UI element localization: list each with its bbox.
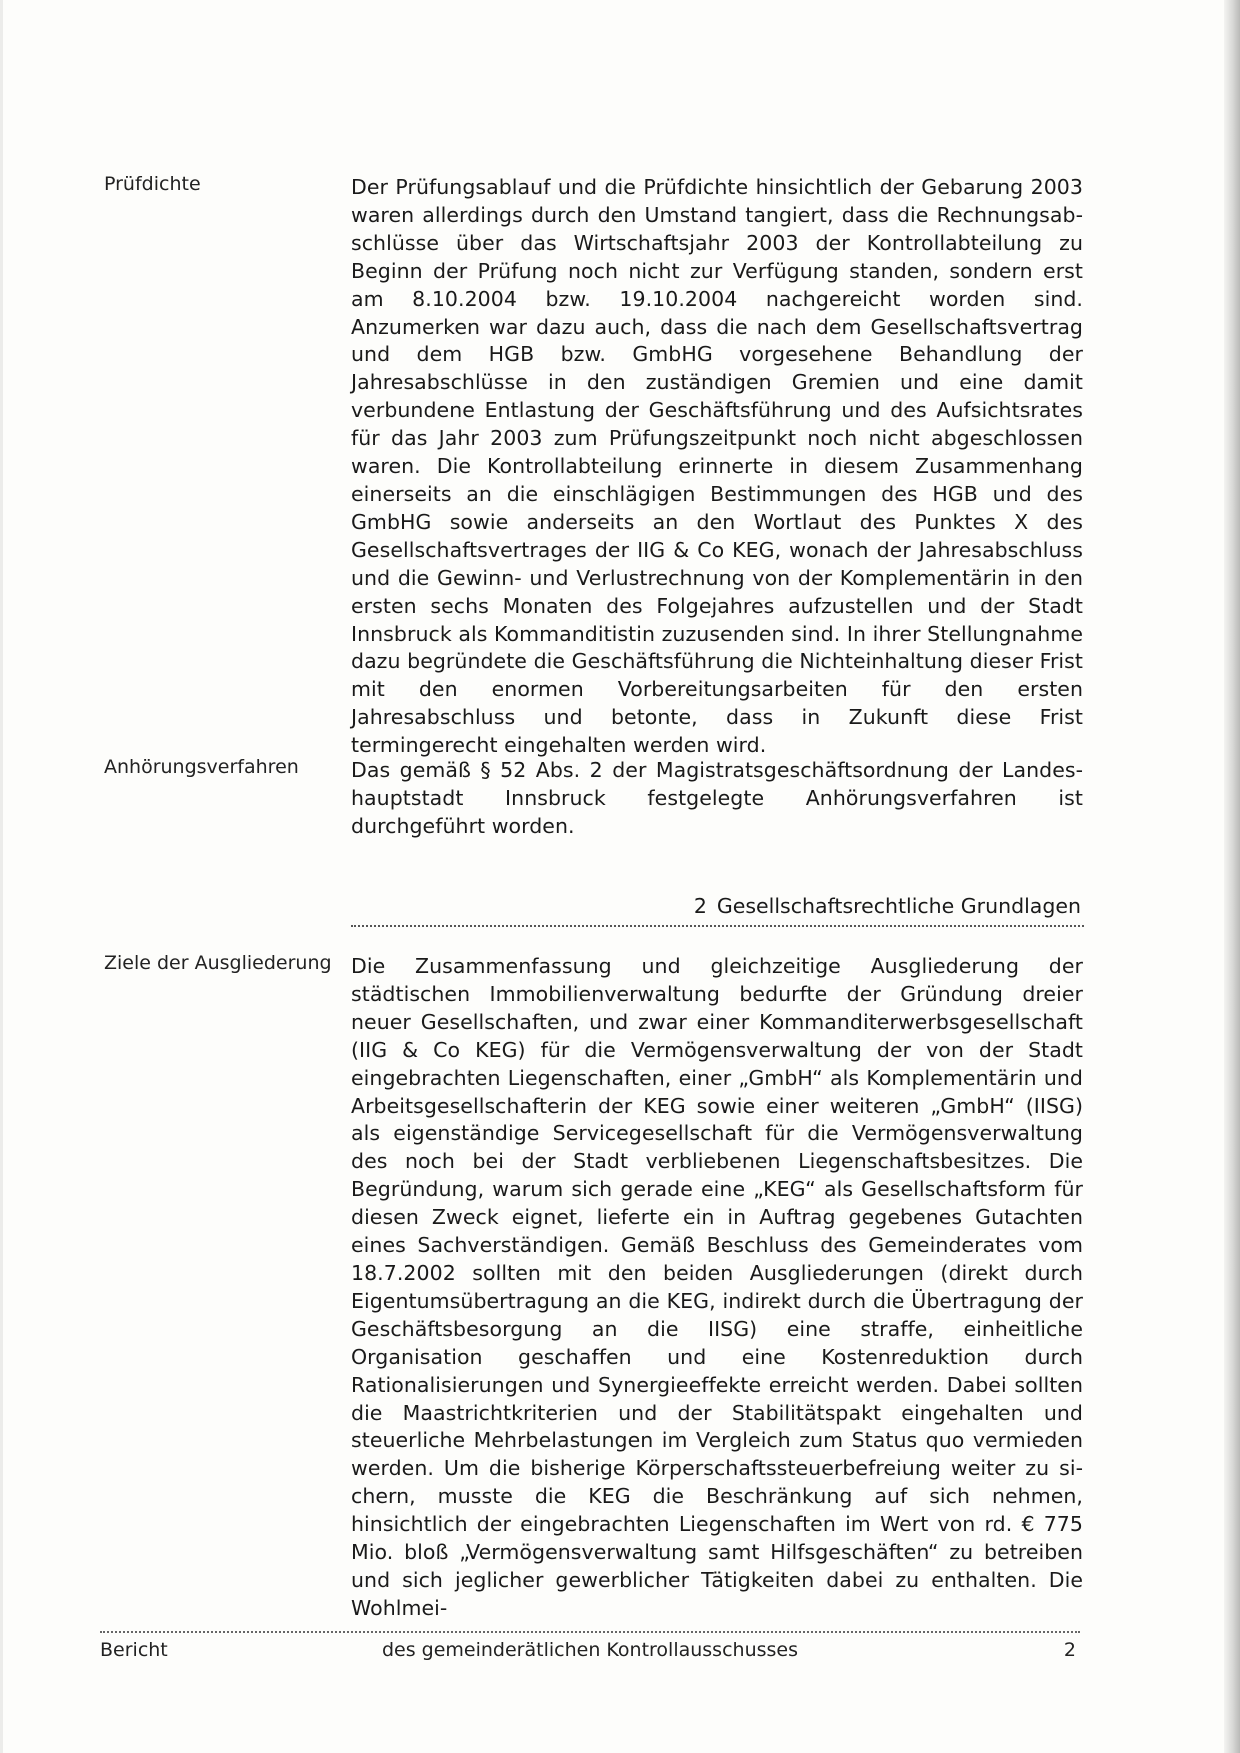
footer-report-label: Bericht	[100, 1639, 168, 1661]
scan-edge-left	[0, 0, 3, 1753]
margin-label-anhoerungsverfahren: Anhörungsverfahren	[104, 756, 299, 778]
page-number: 2	[1063, 1639, 1076, 1661]
section-heading-rule	[351, 925, 1084, 927]
paragraph-pruefdichte: Der Prüfungsablauf und die Prüfdichte hinsichtlich der Gebarung 2003 waren allerdings durch den Umstand tangiert, dass die Rechnungsabschlüsse über das Wirtschaftsjahr 2003 der Kontrollabteilung zu Beginn der Prüfung noch nicht zur Verfügung standen, sondern erst am 8.10.2004 bzw. 19.10.2004 nachgereicht worden sind. Anzumerken war dazu auch, dass die nach dem Gesellschaftsvertrag und dem HGB bzw. GmbHG vorgesehene Behandlung der Jahresabschlüsse in den zuständigen Gremien und eine damit verbundene Entlastung der Geschäftsführung und des Aufsichtsrates für das Jahr 2003 zum Prüfungszeitpunkt noch nicht abgeschlossen waren. Die Kontrollabteilung erinnerte in diesem Zusammenhang einerseits an die einschlägigen Bestimmungen des HGB und des GmbHG sowie anderseits an den Wortlaut des Punktes X des Gesellschaftsvertrages der IIG & Co KEG, wonach der Jahresabschluss und die Gewinn- und Verlustrechnung von der Komplementärin in den ersten sechs Monaten des Folgejahres aufzustellen und der Stadt Innsbruck als Kommanditistin zuzusenden sind. In ihrer Stellungnahme dazu begründete die Geschäftsführung die Nichteinhaltung dieser Frist mit den enormen Vorbereitungsarbeiten für den ersten Jahresabschluss und betonte, dass in Zukunft diese Frist termingerecht eingehalten werden wird.	[351, 175, 1083, 758]
margin-label-pruefdichte: Prüfdichte	[104, 173, 201, 195]
section-heading	[351, 892, 1081, 920]
scan-edge-right	[1224, 0, 1240, 1753]
section-number: 2	[693, 894, 707, 918]
section-title: Gesellschaftsrechtliche Grundlagen	[716, 894, 1081, 918]
margin-label-ziele-der-ausgliederung: Ziele der Ausgliederung	[104, 952, 332, 974]
paragraph-ziele-der-ausgliederung: Die Zusammenfassung und gleichzeitige Ausgliederung der städtischen Immobilienverwaltung bedurfte der Gründung dreier neuer Gesellschaften, und zwar einer Kommanditerwerbsgesellschaft (IIG & Co KEG) für die Vermögensverwaltung der von der Stadt eingebrachten Liegenschaften, einer „GmbH“ als Komplementärin und Arbeitsgesellschafterin der KEG sowie einer weiteren „GmbH“ (IISG) als eigenständige Servicegesellschaft für die Vermögensverwaltung des noch bei der Stadt verbliebenen Liegenschaftsbesitzes. Die Begründung, warum sich gerade eine „KEG“ als Gesellschaftsform für diesen Zweck eignet, lieferte ein in Auftrag gegebenes Gutachten eines Sachverständigen. Gemäß Beschluss des Gemeinderates vom 18.7.2002 sollten mit den beiden Ausgliederungen (direkt durch Eigentumsübertragung an die KEG, indirekt durch die Übertragung der Geschäftsbesorgung an die IISG) eine straffe, einheitliche Organisation geschaffen und eine Kostenreduktion durch Rationalisierungen und Synergieeffekte erreicht werden. Dabei sollten die Maastrichtkriterien und der Stabilitätspakt eingehalten und steuerliche Mehrbelastungen im Vergleich zum Status quo vermieden werden. Um die bisherige Körperschaftssteuerbefreiung weiter zu sichern, musste die KEG die Beschränkung auf sich nehmen, hinsichtlich der eingebrachten Liegenschaften im Wert von rd. € 775 Mio. bloß „Vermögensverwaltung samt Hilfsgeschäften“ zu betreiben und sich jeglicher gewerblicher Tätigkeiten dabei zu enthalten. Die Wohlmei-	[351, 954, 1083, 1620]
paragraph-anhoerungsverfahren: Das gemäß § 52 Abs. 2 der Magistratsgeschäftsordnung der Landeshauptstadt Innsbruck festgelegte Anhörungsverfahren ist durchgeführt worden.	[351, 758, 1083, 838]
footer-committee-label: des gemeinderätlichen Kontrollausschusses	[381, 1639, 799, 1661]
footer-rule	[100, 1631, 1080, 1633]
